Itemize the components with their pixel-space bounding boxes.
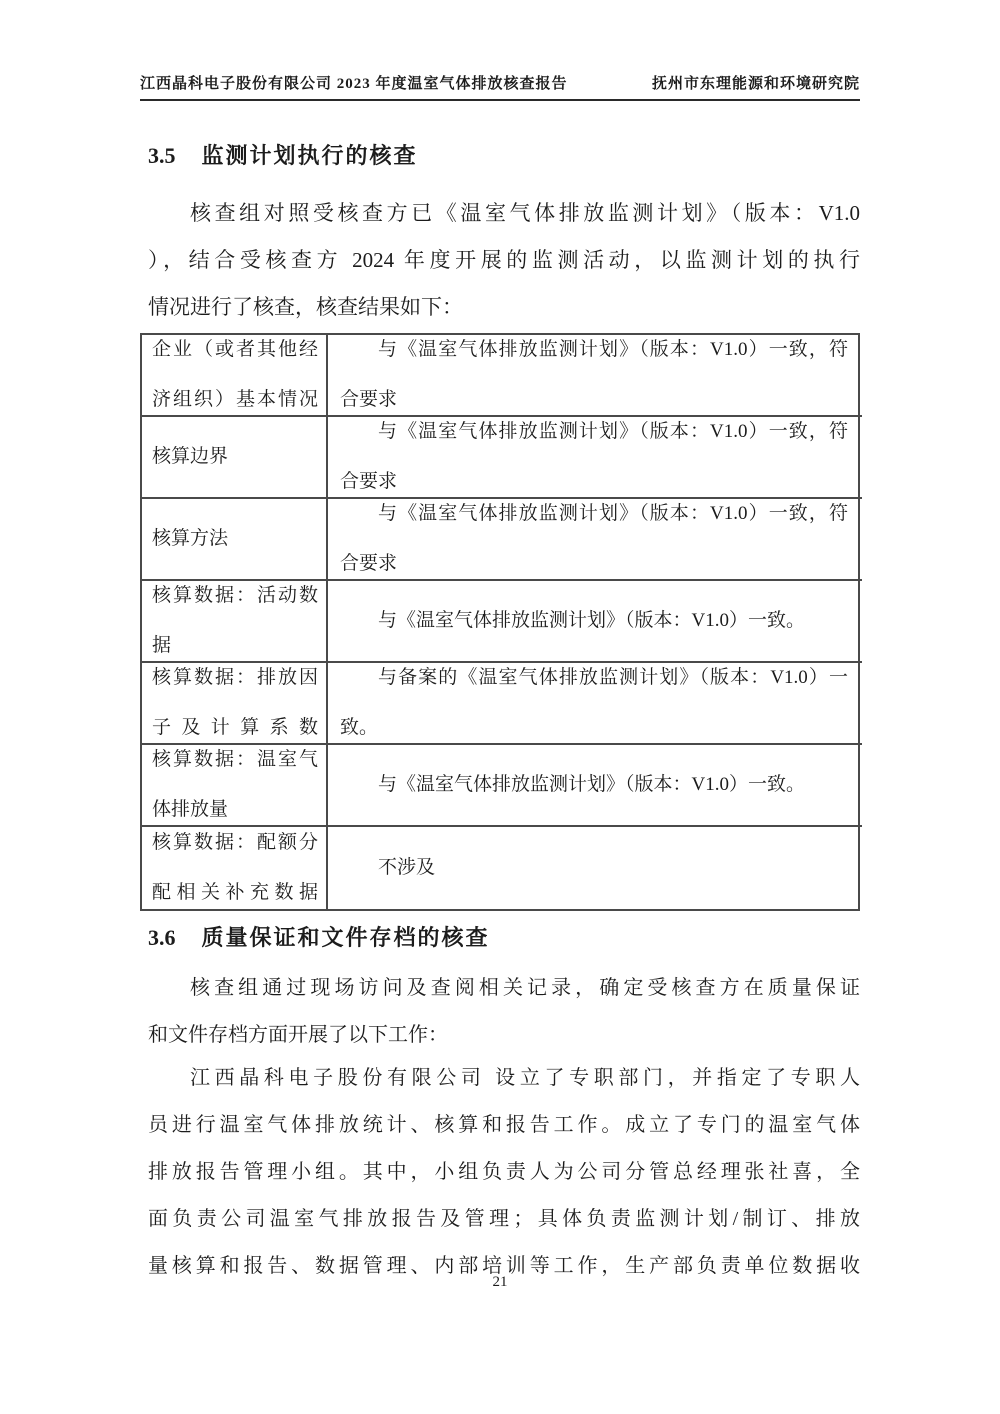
- cell-line: 据: [152, 635, 172, 656]
- cell-line: 与《温室气体排放监测计划》（版本：V1.0）一致。: [378, 610, 805, 631]
- cell-line: 核算数据：排放因: [152, 667, 318, 688]
- table-result-cell: [328, 827, 862, 909]
- section-35-title: 监测计划执行的核查: [201, 143, 418, 168]
- section-36-paragraph-1: [148, 965, 860, 1059]
- cell-line: 致。: [340, 717, 379, 738]
- table-item-cell: [142, 827, 328, 909]
- cell-line: 合要求: [340, 553, 398, 574]
- section-36-number: 3.6: [148, 925, 176, 950]
- section-36-title: 质量保证和文件存档的核查: [201, 925, 490, 950]
- cell-line: 核算数据：活动数: [152, 585, 318, 606]
- table-result-cell: [328, 499, 862, 581]
- paragraph-line: 面负责公司温室气排放报告及管理；具体负责监测计划/制订、排放: [148, 1208, 860, 1230]
- table-item-cell: [142, 417, 328, 499]
- table-item-cell: [142, 663, 328, 745]
- header-organization: 抚州市东理能源和环境研究院: [651, 76, 860, 92]
- table-result-cell: [328, 581, 862, 663]
- cell-line: 与《温室气体排放监测计划》（版本：V1.0）一致，符: [378, 339, 848, 360]
- paragraph-line: 核查组对照受核查方已《温室气体排放监测计划》（版本：V1.0: [190, 201, 860, 225]
- section-35-heading: [148, 139, 418, 170]
- header-report-title: 江西晶科电子股份有限公司 2023 年度温室气体排放核查报告: [140, 76, 568, 92]
- cell-line: 与《温室气体排放监测计划》（版本：V1.0）一致。: [378, 774, 805, 795]
- table-result-cell: [328, 663, 862, 745]
- table-item-cell: [142, 745, 328, 827]
- cell-line: 体排放量: [152, 799, 229, 820]
- page-header: [140, 72, 860, 101]
- cell-line: 核算方法: [152, 528, 229, 549]
- table-item-cell: [142, 499, 328, 581]
- cell-line: 与《温室气体排放监测计划》（版本：V1.0）一致，符: [378, 421, 848, 442]
- cell-line: 配相关补充数据: [152, 882, 318, 903]
- section-36-heading: [148, 921, 490, 952]
- section-35-paragraph: [148, 190, 860, 331]
- section-35-number: 3.5: [148, 143, 176, 168]
- table-item-cell: [142, 581, 328, 663]
- table-result-cell: [328, 335, 862, 417]
- section-36-paragraph-2: [148, 1055, 860, 1290]
- paragraph-line: 江西晶科电子股份有限公司 设立了专职部门，并指定了专职人: [190, 1067, 860, 1089]
- cell-line: 合要求: [340, 389, 398, 410]
- cell-line: 核算数据：配额分: [152, 832, 318, 853]
- paragraph-line: 量核算和报告、数据管理、内部培训等工作，生产部负责单位数据收: [148, 1255, 860, 1277]
- table-result-cell: [328, 417, 862, 499]
- paragraph-line: 核查组通过现场访问及查阅相关记录，确定受核查方在质量保证: [190, 977, 860, 999]
- paragraph-line: 和文件存档方面开展了以下工作：: [148, 1024, 448, 1046]
- cell-line: 与备案的《温室气体排放监测计划》（版本：V1.0）一: [378, 667, 848, 688]
- paragraph-line: 情况进行了核查，核查结果如下：: [148, 295, 463, 319]
- table-item-cell: [142, 335, 328, 417]
- cell-line: 与《温室气体排放监测计划》（版本：V1.0）一致，符: [378, 503, 848, 524]
- paragraph-line: 员进行温室气体排放统计、核算和报告工作。成立了专门的温室气体: [148, 1114, 860, 1136]
- table-result-cell: [328, 745, 862, 827]
- paragraph-line: ），结合受核查方 2024 年度开展的监测活动，以监测计划的执行: [148, 248, 860, 272]
- monitoring-plan-verification-table: [140, 333, 860, 911]
- cell-line: 济组织）基本情况: [152, 389, 318, 410]
- cell-line: 企业（或者其他经: [152, 339, 318, 360]
- page-number: 21: [492, 1274, 508, 1290]
- cell-line: 合要求: [340, 471, 398, 492]
- cell-line: 核算边界: [152, 446, 229, 467]
- cell-line: 核算数据：温室气: [152, 749, 318, 770]
- cell-line: 子及计算系数: [152, 717, 318, 738]
- cell-line: 不涉及: [378, 857, 436, 878]
- paragraph-line: 排放报告管理小组。其中，小组负责人为公司分管总经理张社喜，全: [148, 1161, 860, 1183]
